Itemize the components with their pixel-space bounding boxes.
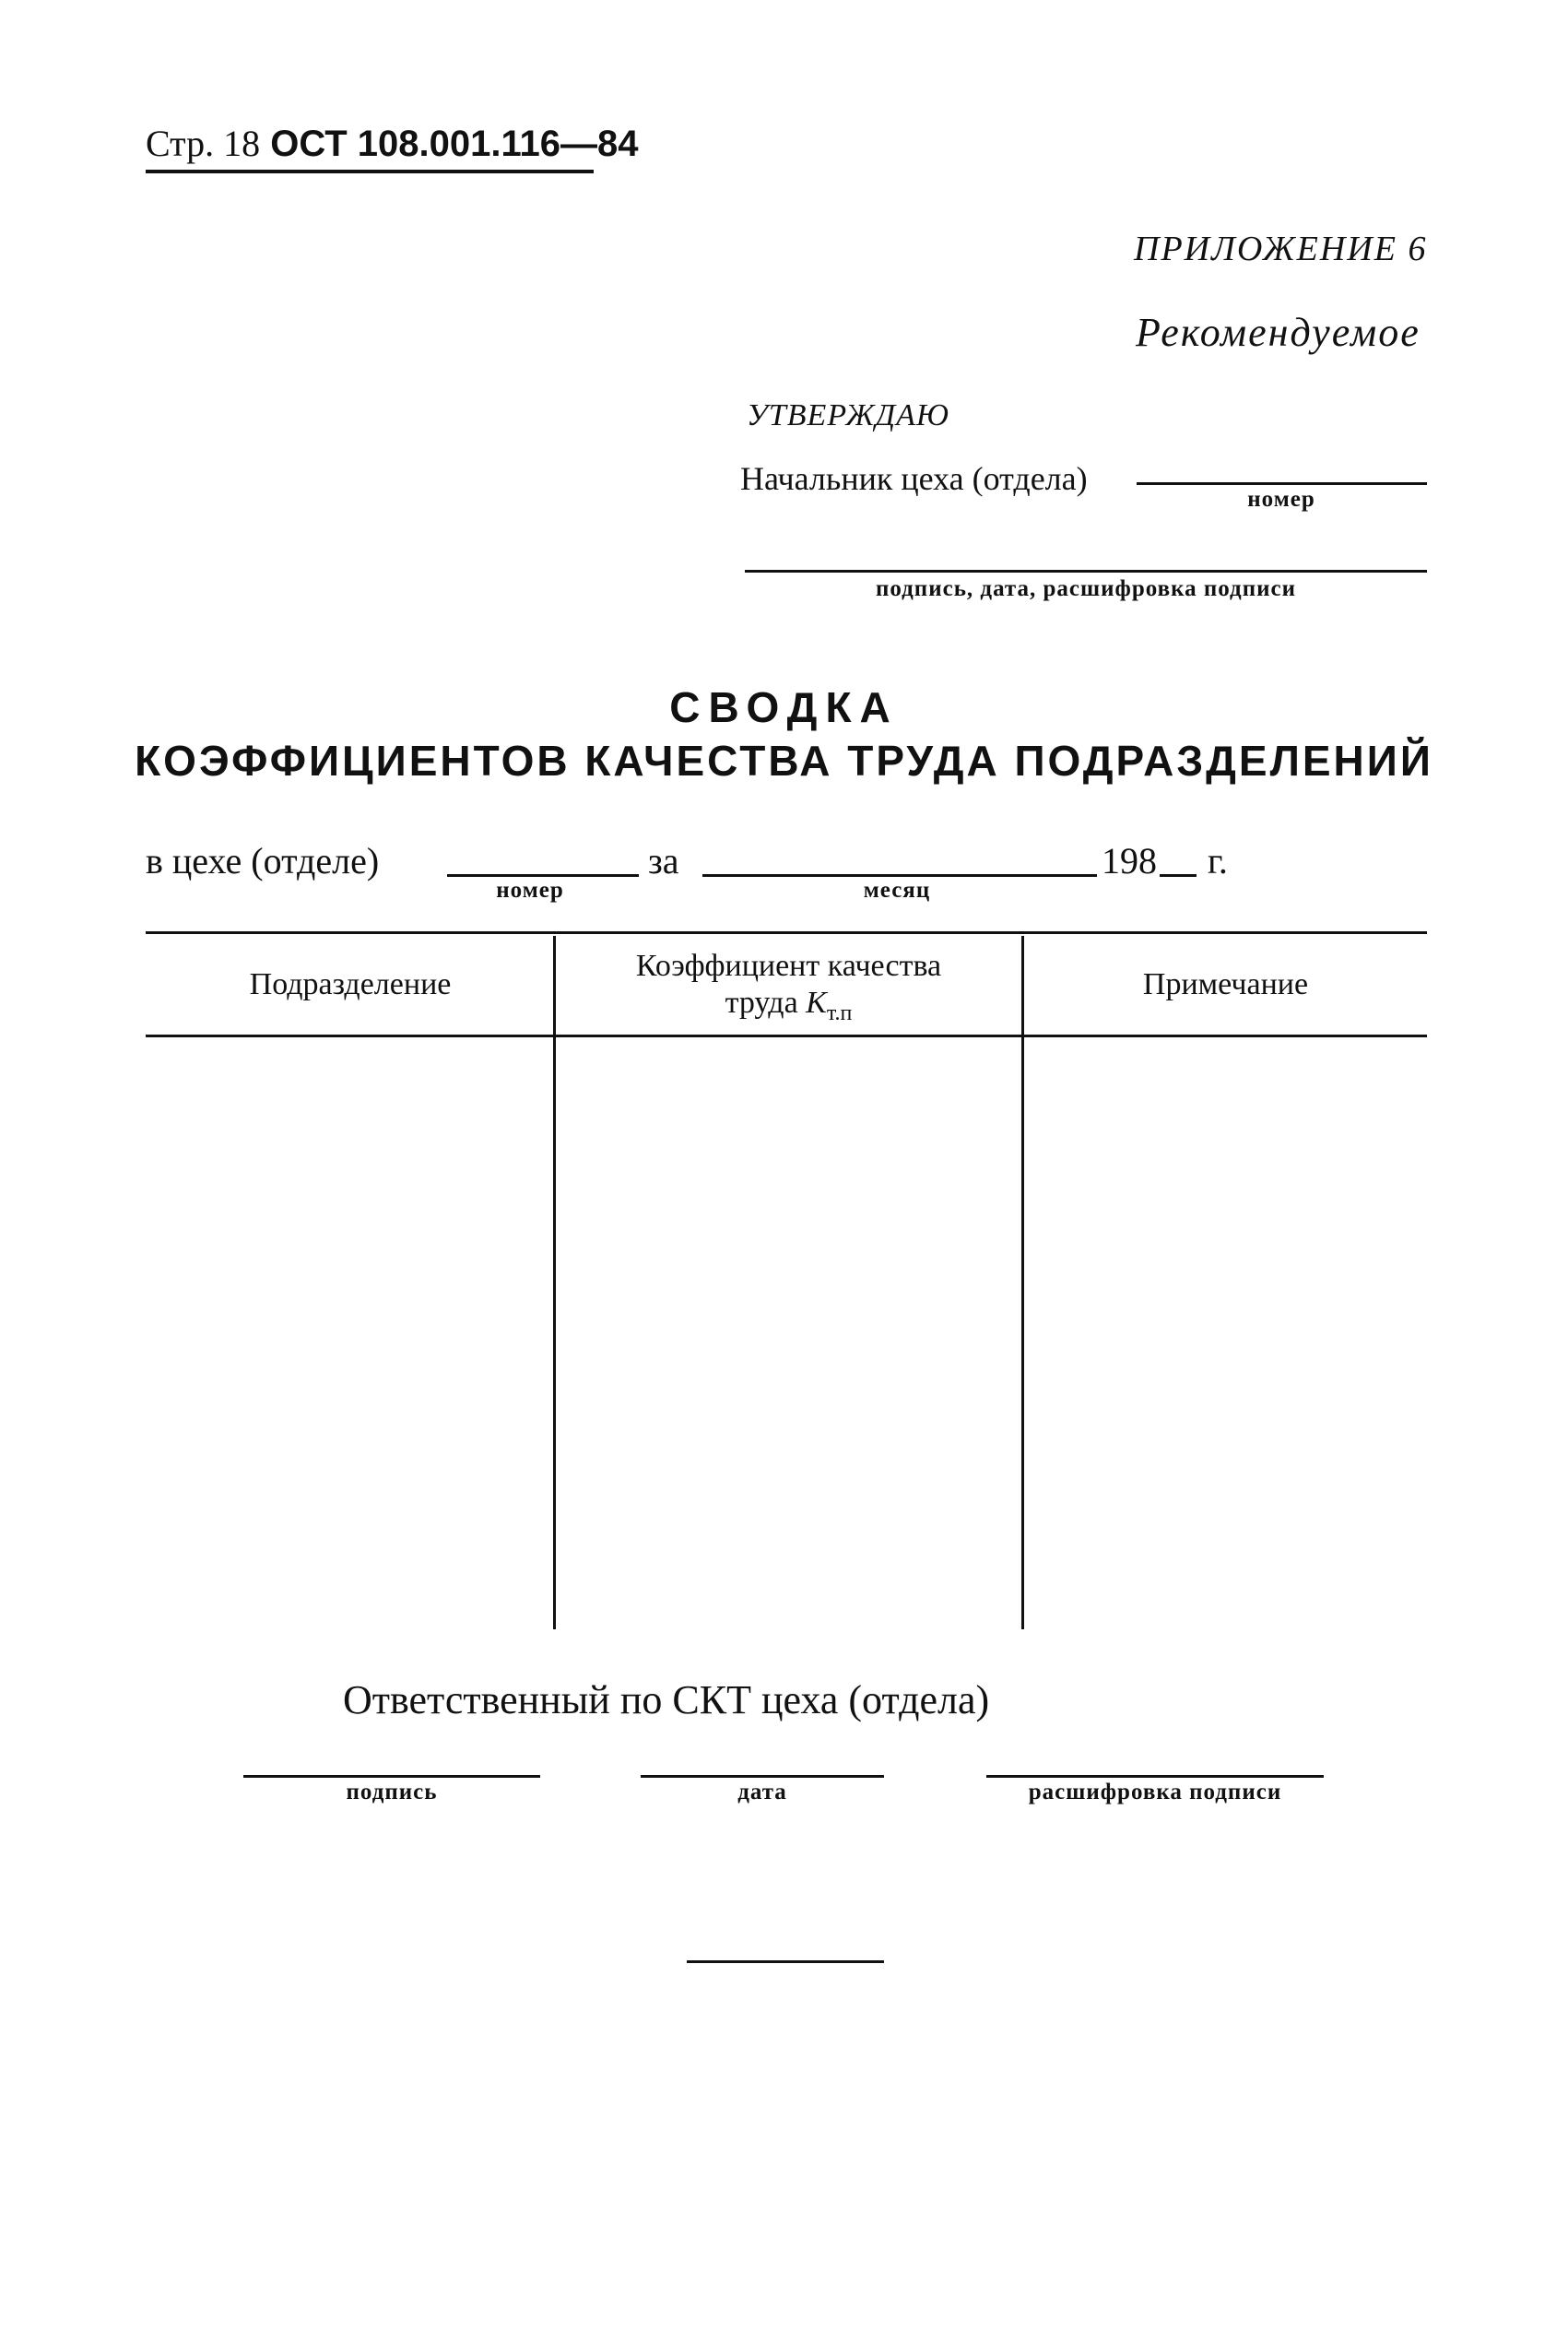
responsible-signature-line (243, 1775, 540, 1778)
header-underline (146, 170, 594, 173)
head-number-line (1137, 482, 1427, 485)
responsible-decode-caption: расшифровка подписи (1028, 1780, 1282, 1804)
responsible-signature-caption: подпись (346, 1780, 438, 1804)
page-header (146, 122, 639, 165)
coefficient-symbol: K (806, 986, 827, 1020)
head-number-caption: номер (1247, 487, 1315, 512)
period-for-label: за (648, 840, 679, 882)
period-year-line (1160, 874, 1197, 877)
approve-label: УТВЕРЖДАЮ (747, 398, 949, 432)
period-year-prefix: 198 (1102, 840, 1157, 882)
coefficient-header-line1: Коэффициент качества (635, 949, 942, 983)
responsible-decode-line (986, 1775, 1324, 1778)
bottom-rule (687, 1960, 884, 1963)
table-top-border (146, 931, 1427, 934)
table-header-border (146, 1035, 1427, 1037)
page-number: Стр. 18 (146, 123, 261, 164)
standard-code: ОСТ 108.001.116—84 (270, 124, 639, 164)
approval-signature-caption: подпись, дата, расшифровка подписи (875, 576, 1297, 601)
appendix-label: ПРИЛОЖЕНИЕ 6 (1134, 230, 1428, 268)
coefficient-header-word: труда (725, 986, 798, 1020)
responsible-date-caption: дата (737, 1780, 787, 1804)
table-column-divider-2 (1021, 936, 1024, 1629)
column-header-subdivision: Подразделение (249, 967, 452, 1001)
period-year-suffix: г. (1208, 840, 1228, 882)
table-column-divider-1 (553, 936, 556, 1629)
responsible-date-line (641, 1775, 884, 1778)
document-subtitle: КОЭФФИЦИЕНТОВ КАЧЕСТВА ТРУДА ПОДРАЗДЕЛЕНИЙ (135, 737, 1433, 785)
period-number-caption: номер (496, 878, 564, 903)
document-title: СВОДКА (669, 683, 899, 731)
period-number-line (447, 874, 639, 877)
responsible-label: Ответственный по СКТ цеха (отдела) (343, 1677, 990, 1722)
head-of-shop-label: Начальник цеха (отдела) (740, 460, 1088, 497)
period-month-line (702, 874, 1097, 877)
column-header-note: Примечание (1142, 967, 1309, 1001)
column-header-coefficient (556, 948, 1021, 1032)
period-month-caption: месяц (863, 878, 931, 903)
appendix-status: Рекомендуемое (1136, 310, 1421, 355)
coefficient-subscript: т.п (826, 1000, 853, 1025)
period-prefix: в цехе (отделе) (146, 840, 380, 882)
approval-signature-line (745, 570, 1427, 573)
